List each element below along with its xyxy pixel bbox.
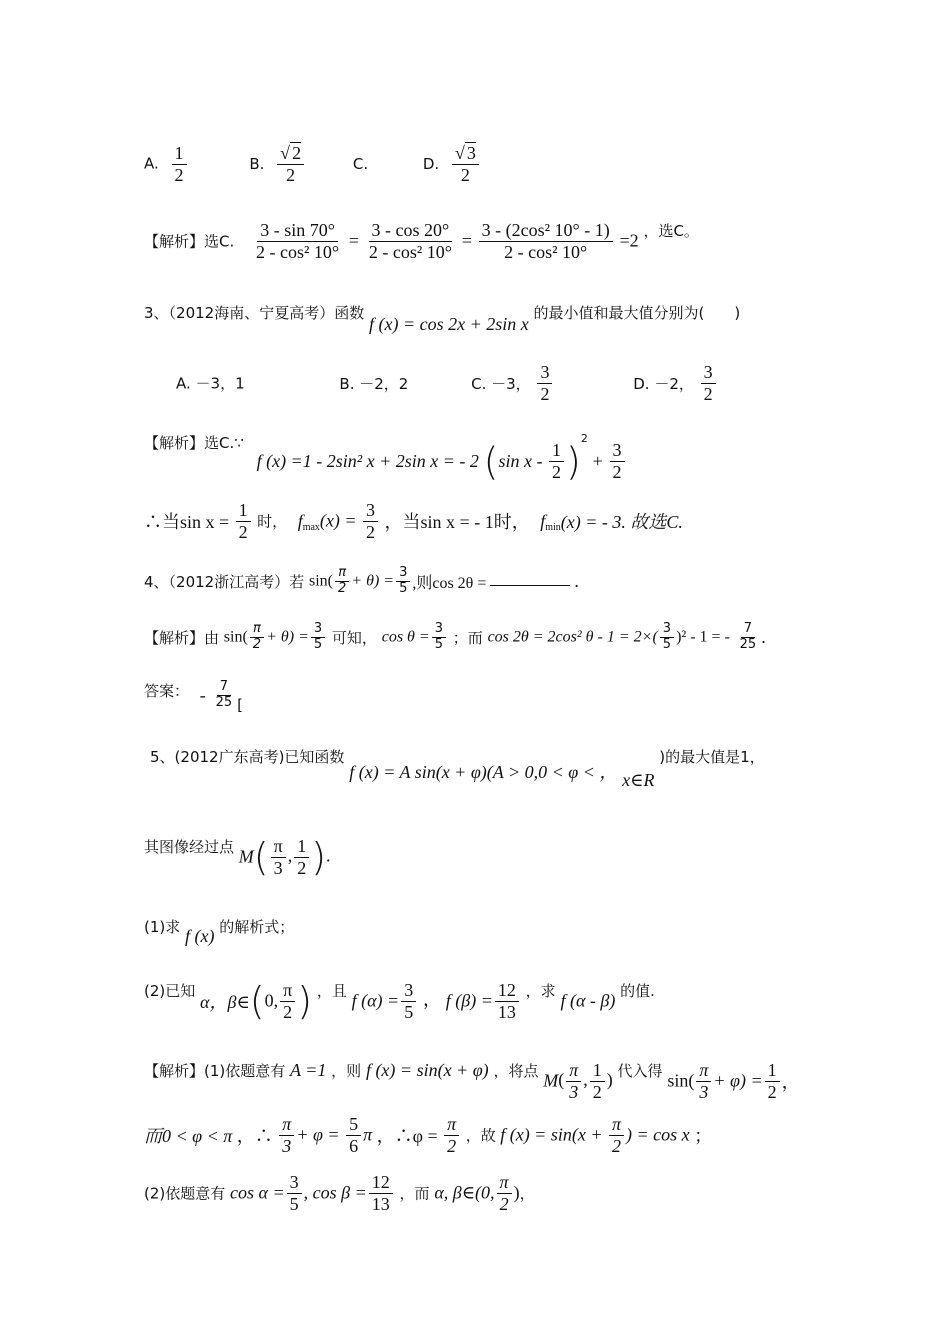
q2-solution: 【解析】选C. $\frac{3 - \sin 70^\circ}{\text{2 - cos² 10°}}$ = $\frac{3 - \cos 20^\circ}{\text{2 - cos² 10°}}$ = $\frac{\text{3 - (2cos² 10° - 1)}}{\text{2 - cos² 10°}}$ =2 ，选C。 xyxy=(144,220,699,262)
q2-options xyxy=(144,143,481,185)
q5-solution: 【解析】(1)依题意有 A =1 ，则 f (x) = sin(x + φ) ，将点 M( $\frac{\pi}{3}$ , $\frac{1}{2}$ ) 代入得 sin( $\frac{\pi}{3}$ + φ) = $\frac{1}{2}$ ， xyxy=(144,1060,800,1102)
q5-part1: (1)求 f (x) 的解析式； xyxy=(144,918,295,946)
frac: $\frac{3}{5}$ xyxy=(432,622,446,653)
frac: $\frac{\pi}{2}$ xyxy=(609,1114,624,1156)
frac: $\frac{3}{2}$ xyxy=(363,500,378,542)
opt-d: D. xyxy=(422,154,440,173)
frac: $\frac{\pi}{2}$ xyxy=(444,1114,459,1156)
frac: $\frac{7}{25}$ xyxy=(739,621,757,652)
opt-a: A. xyxy=(144,154,159,173)
frac: $\frac{1}{2}$ xyxy=(236,500,251,542)
frac: $\frac{12}{13}$ xyxy=(369,1172,393,1214)
frac: $\frac{\pi}{3}$ xyxy=(271,836,286,878)
q3-stem: 3、（2012海南、宁夏高考）函数 f (x) = cos 2x + 2sin x 的最小值和最大值分别为( ) xyxy=(144,304,741,334)
answer-blank[interactable] xyxy=(490,585,570,586)
frac: $\frac{3}{5}$ xyxy=(311,622,325,653)
q5-solution-line3: (2)依题意有 cos α = $\frac{3}{5}$ , cos β = $\frac{12}{13}$ ，而 α, β∈(0, $\frac{\pi}{2}$ )， xyxy=(144,1172,535,1214)
q5-solution-line2: 而0 < φ < π ，∴ $\frac{\pi}{3}$ + φ = $\frac{5}{6}$ π ，∴φ = $\frac{\pi}{2}$ ，故 f (x) = sin(x + $\frac{\pi}{2}$ ) = cos x ； xyxy=(144,1114,713,1156)
frac: $\frac{3}{5}$ xyxy=(287,1172,302,1214)
frac: $\frac{3}{5}$ xyxy=(396,566,410,597)
func: f (x) = cos 2x + 2sin x xyxy=(369,314,529,334)
q3-solution: 【解析】选C.∵ f (x) =1 - 2sin² x + 2sin x = - 2 (sin x - $\frac{1}{2}$ )$^2$ + $\frac{3}{2}$ xyxy=(144,432,627,483)
frac: $\frac{3}{2}$ xyxy=(537,362,552,404)
q3-solution-line2: ∴当sin x = $\frac{1}{2}$ 时， $f_{max}(x)$ = $\frac{3}{2}$ ，当sin x = - 1时， $f_{min}(x)$ = - 3. 故选C. xyxy=(144,500,683,542)
q5-part2: (2)已知 α，β∈(0, $\frac{\pi}{2}$ ) ，且 f (α) = $\frac{3}{5}$ ， f (β) = $\frac{12}{13}$ ，求 f (α - β) 的值. xyxy=(144,979,655,1024)
frac: $\frac{1}{2}$ xyxy=(172,143,187,185)
frac: $\frac{1}{2}$ xyxy=(294,836,309,878)
frac: $\frac{7}{25}$ xyxy=(215,679,233,710)
opt-c: C. xyxy=(352,154,369,173)
frac: $\frac{3}{5}$ xyxy=(660,622,674,653)
q5-point: 其图像经过点 M( $\frac{\pi}{3}$ , $\frac{1}{2}$ ). xyxy=(144,835,331,880)
frac: $\frac{12}{13}$ xyxy=(495,980,519,1022)
frac: $\frac{1}{2}$ xyxy=(590,1060,605,1102)
frac: $\frac{\pi}{3}$ xyxy=(696,1060,711,1102)
frac: $\frac{\pi}{2}$ xyxy=(335,566,349,597)
opt-b: B. xyxy=(249,154,265,173)
q4-stem: 4、（2012浙江高考）若 sin( $\frac{\pi}{2}$ + θ) = $\frac{3}{5}$ ,则cos 2θ = . xyxy=(144,565,579,596)
frac: $\frac{\pi}{3}$ xyxy=(279,1114,294,1156)
frac: $\frac{\pi}{2}$ xyxy=(280,980,295,1022)
frac: $\frac{√ 2}{2}$ xyxy=(277,143,304,185)
frac: $\frac{3 - \sin 70^\circ}{\text{2 - cos² 10°}}$ xyxy=(256,220,340,262)
frac: $\frac{5}{6}$ xyxy=(346,1114,361,1156)
q3-options: A. －3，1 B. －2，2 C. －3， $\frac{3}{2}$ D. －2， $\frac{3}{2}$ xyxy=(176,362,718,404)
func: f (x) = A sin(x + φ)(A > 0,0 < φ < ， xyxy=(349,762,618,782)
q4-answer: 答案： - $\frac{7}{25}$ [ xyxy=(144,679,243,714)
frac: $\frac{\pi}{2}$ xyxy=(250,622,264,653)
frac: $\frac{√ 3}{2}$ xyxy=(452,143,479,185)
frac: $\frac{1}{2}$ xyxy=(765,1060,780,1102)
frac: $\frac{3}{2}$ xyxy=(610,440,625,482)
frac: $\frac{3 - \cos 20^\circ}{\text{2 - cos² 10°}}$ xyxy=(368,220,452,262)
frac: $\frac{\pi}{3}$ xyxy=(566,1060,581,1102)
q4-solution: 【解析】由 sin( $\frac{\pi}{2}$ + θ) = $\frac{3}{5}$ 可知， cos θ = $\frac{3}{5}$ ；而 cos 2θ = 2cos² θ - 1 = 2×( $\frac{3}{5}$ )² - 1 = - $\frac{7}{25}$ . xyxy=(144,621,766,652)
frac: $\frac{\pi}{2}$ xyxy=(497,1172,512,1214)
frac: $\frac{\text{3 - (2cos² 10° - 1)}}{\text{2 - cos² 10°}}$ xyxy=(479,220,613,262)
q5-stem: 5、(2012广东高考)已知函数 f (x) = A sin(x + φ)(A > 0,0 < φ < ， x∈R )的最大值是1， xyxy=(150,748,765,790)
frac: $\frac{1}{2}$ xyxy=(549,440,564,482)
frac: $\frac{3}{2}$ xyxy=(701,362,716,404)
sol-label: 【解析】选C. xyxy=(144,232,235,251)
frac: $\frac{3}{5}$ xyxy=(401,980,416,1022)
